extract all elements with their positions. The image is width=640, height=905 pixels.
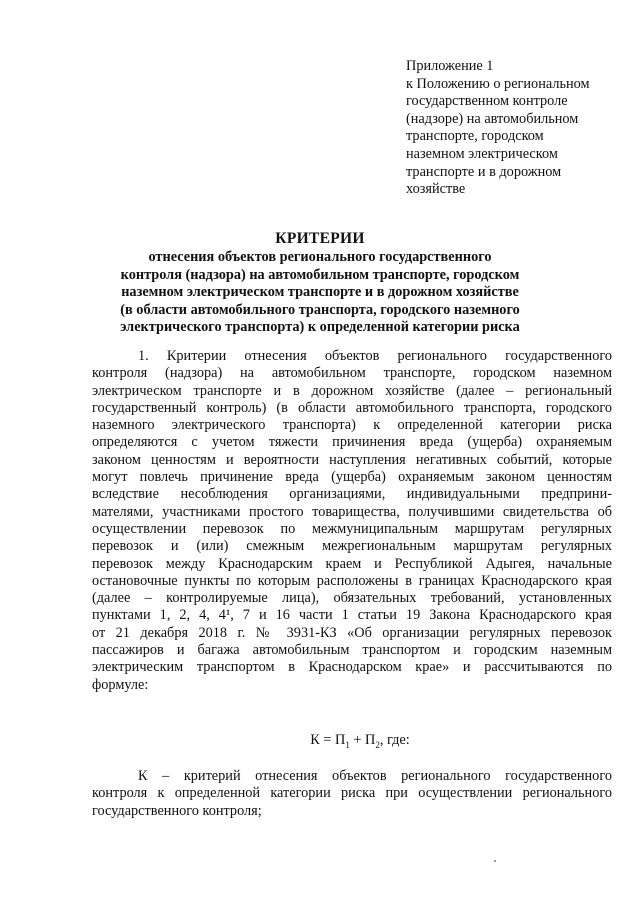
subtitle-line: наземном электрическом транспорте и в дорожном хозяйстве — [121, 284, 519, 301]
subtitle-line: контроля (надзора) на автомобильном транспорте, городском — [120, 266, 520, 283]
appendix-line: транспорте, городском — [406, 128, 544, 145]
scan-speck — [494, 860, 496, 862]
appendix-line: наземном электрическом — [406, 145, 558, 162]
paragraph-criteria — [92, 348, 612, 694]
appendix-line: к Положению о региональном — [406, 75, 590, 92]
paragraph-line: электрическом транспорте и в дорожном хозяйстве (далее – региональный — [92, 382, 612, 399]
paragraph-line: от 21 декабря 2018 г. № 3931-КЗ «Об организации регулярных перевозок — [92, 624, 612, 641]
formula-tail: , где: — [379, 732, 410, 748]
paragraph-line: К – критерий отнесения объектов регионального государственного — [138, 768, 612, 784]
formula-plus: + П — [349, 732, 376, 748]
document-subtitle — [0, 249, 640, 337]
paragraph-line: остановочные пункты по которым расположены в границах Краснодарского края — [92, 572, 612, 589]
paragraph-line: могут повлечь причинение вреда (ущерба) охраняемым законом ценностям — [92, 469, 612, 486]
paragraph-line: законом ценностям и вероятности наступления негативных событий, которые — [92, 451, 612, 468]
appendix-line: Приложение 1 — [406, 58, 494, 74]
appendix-note — [406, 58, 626, 199]
paragraph-line: наземного электрического транспорта) к определенной категории риска — [92, 417, 612, 434]
document-title: КРИТЕРИИ — [275, 230, 365, 247]
paragraph-line: перевозок и (или) смежным межрегиональным маршрутам регулярных — [92, 538, 612, 555]
paragraph-line: 1. Критерии отнесения объектов регионального государственного — [138, 348, 612, 364]
paragraph-line: государственного контроля; — [92, 802, 262, 819]
subtitle-line: отнесения объектов регионального государственного — [148, 249, 492, 265]
paragraph-line: (далее – контролируемые лица), обязательных требований, установленных — [92, 590, 612, 607]
paragraph-line: перевозок между Краснодарским краем и Республикой Адыгея, начальные — [92, 555, 612, 572]
paragraph-line: контроля (надзора) на автомобильном транспорте, городском наземном — [92, 365, 612, 382]
paragraph-line: государственный контроль) (в области автомобильного транспорта, городского — [92, 399, 612, 416]
paragraph-line: пунктами 1, 2, 4, 4¹, 7 и 16 части 1 статьи 19 Закона Краснодарского края — [92, 607, 612, 624]
formula-sub-1: 1 — [345, 739, 350, 750]
paragraph-line: пассажиров и багажа автомобильным транспортом и городским наземным — [92, 642, 612, 659]
appendix-line: государственном контроле — [406, 93, 568, 110]
formula-k: К = П — [310, 732, 346, 748]
paragraph-line: контроля к определенной категории риска при осуществлении регионального — [92, 785, 612, 802]
formula — [0, 732, 640, 750]
paragraph-definition — [92, 768, 612, 820]
paragraph-line: осуществлении перевозок по межмуниципальным маршрутам регулярных — [92, 520, 612, 537]
paragraph-line: вследствие несоблюдения организациями, индивидуальными предприни- — [92, 486, 612, 503]
appendix-line: хозяйстве — [406, 181, 466, 198]
formula-sub-2: 2 — [375, 739, 380, 750]
paragraph-line: электрическим транспортом в Краснодарском крае» и рассчитываются по — [92, 659, 612, 676]
paragraph-line: мателями, участниками простого товарищества, получившими свидетельства об — [92, 503, 612, 520]
paragraph-line: формуле: — [92, 676, 149, 693]
paragraph-line: определяются с учетом тяжести причинения вреда (ущерба) охраняемым — [92, 434, 612, 451]
subtitle-line: электрического транспорта) к определенной категории риска — [120, 319, 520, 336]
subtitle-line: (в области автомобильного транспорта, городского наземного — [120, 301, 520, 318]
appendix-line: транспорте и в дорожном — [406, 163, 562, 180]
appendix-line: (надзоре) на автомобильном — [406, 110, 579, 127]
